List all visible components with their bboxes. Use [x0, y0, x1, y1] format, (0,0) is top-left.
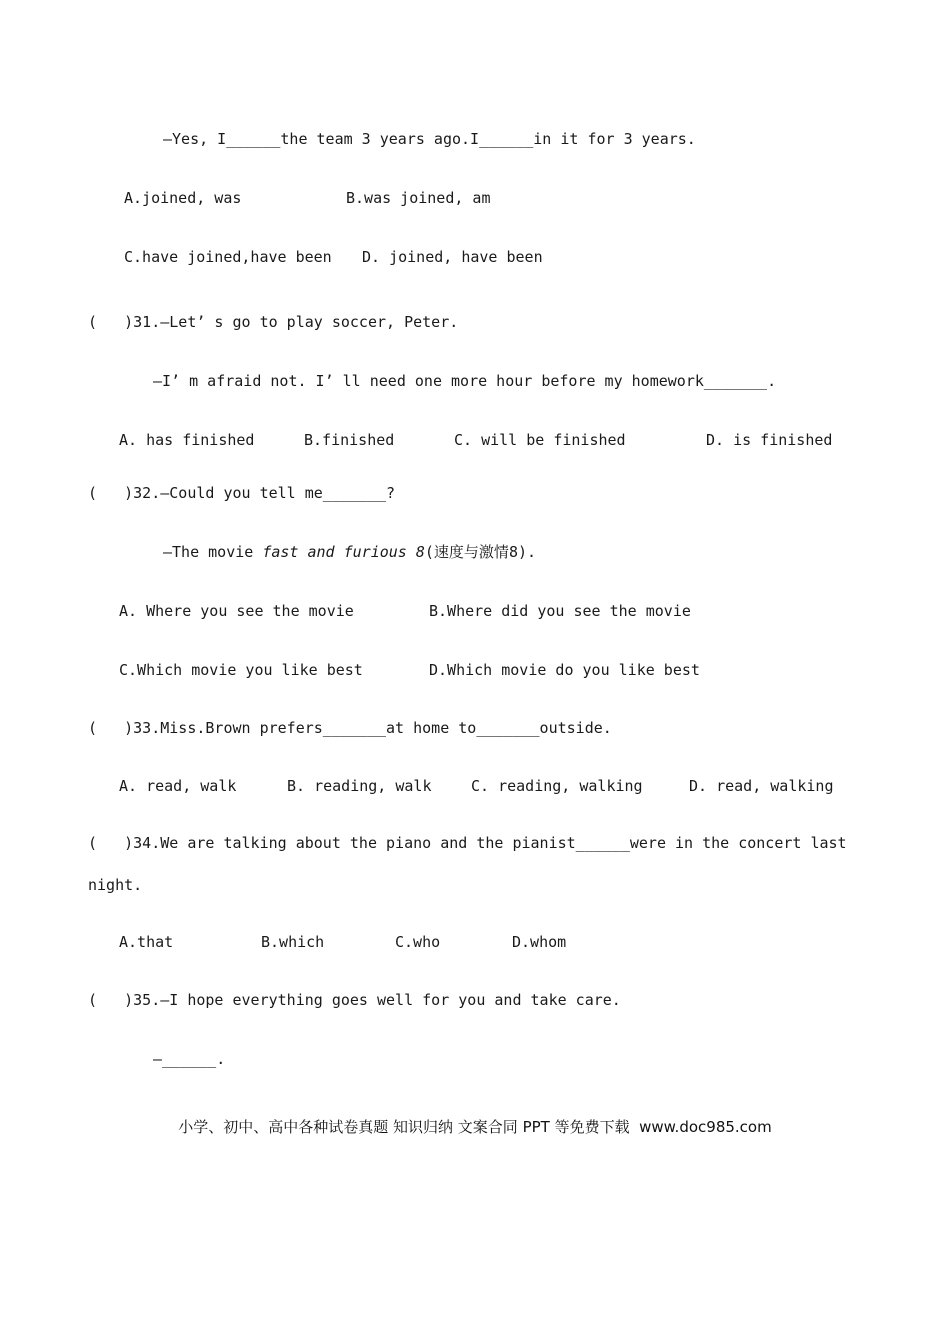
q31-option-a: A. has finished — [119, 431, 255, 449]
q32-option-b: B.Where did you see the movie — [429, 602, 691, 620]
q30-option-d: D. joined, have been — [362, 248, 543, 266]
q31-stem: ( )31.—Let’ s go to play soccer, Peter. — [88, 313, 459, 331]
page-footer: 小学、初中、高中各种试卷真题 知识归纳 文案合同 PPT 等免费下载 www.doc985.com — [178, 1118, 772, 1136]
q34-option-c: C.who — [395, 933, 441, 951]
q32-option-c: C.Which movie you like best — [119, 661, 363, 679]
q30-option-b: B.was joined, am — [346, 189, 491, 207]
q34-stem-line2: night. — [88, 876, 143, 894]
q30-reply: —Yes, I______the team 3 years ago.I______in it for 3 years. — [163, 130, 696, 148]
q33-option-b: B. reading, walk — [287, 777, 432, 795]
q31-reply: —I’ m afraid not. I’ ll need one more hour before my homework_______. — [153, 372, 777, 390]
q35-stem: ( )35.—I hope everything goes well for you and take care. — [88, 991, 621, 1009]
q32-movie-title: fast and furious 8 — [262, 543, 425, 561]
q33-option-a: A. read, walk — [119, 777, 237, 795]
q30-option-a: A.joined, was — [124, 189, 242, 207]
q31-option-d: D. is finished — [706, 431, 833, 449]
q34-option-d: D.whom — [512, 933, 567, 951]
q32-reply — [163, 542, 536, 562]
q32-stem: ( )32.—Could you tell me_______? — [88, 484, 396, 502]
q32-option-d: D.Which movie do you like best — [429, 661, 700, 679]
q33-option-d: D. read, walking — [689, 777, 834, 795]
q31-option-b: B.finished — [304, 431, 395, 449]
q33-stem: ( )33.Miss.Brown prefers_______at home to_______outside. — [88, 719, 612, 737]
q30-option-c: C.have joined,have been — [124, 248, 332, 266]
q34-stem-line1: ( )34.We are talking about the piano and the pianist______were in the concert last — [88, 834, 847, 852]
q32-reply-prefix: —The movie — [163, 543, 263, 561]
q34-option-a: A.that — [119, 933, 174, 951]
q33-option-c: C. reading, walking — [471, 777, 643, 795]
q34-option-b: B.which — [261, 933, 325, 951]
q32-option-a: A. Where you see the movie — [119, 602, 354, 620]
q31-option-c: C. will be finished — [454, 431, 626, 449]
q32-reply-suffix: (速度与激情8). — [424, 543, 537, 561]
q35-reply: —______. — [153, 1050, 226, 1068]
